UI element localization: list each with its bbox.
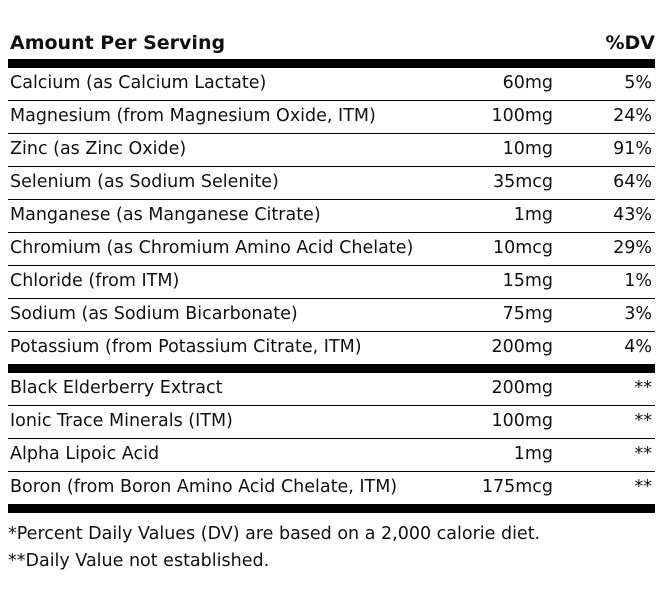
ingredient-amount: 10mcg: [492, 238, 553, 258]
ingredient-name: Ionic Trace Minerals (ITM): [10, 411, 233, 431]
ingredient-amount: 60mg: [502, 73, 553, 93]
ingredient-dv: 91%: [613, 139, 652, 159]
ingredient-name: Chromium (as Chromium Amino Acid Chelate): [10, 238, 414, 258]
thick-divider-middle: [8, 364, 655, 373]
footnotes: [8, 521, 655, 575]
ingredient-name: Chloride (from ITM): [10, 271, 180, 291]
ingredient-dv: 24%: [613, 106, 652, 126]
table-row: [8, 439, 655, 472]
table-row: [8, 299, 655, 332]
ingredient-dv: 43%: [613, 205, 652, 225]
ingredient-amount: 75mg: [502, 304, 553, 324]
ingredient-name: Sodium (as Sodium Bicarbonate): [10, 304, 298, 324]
ingredient-dv: 4%: [624, 337, 652, 357]
ingredient-name: Calcium (as Calcium Lactate): [10, 73, 267, 93]
ingredient-amount: 10mg: [502, 139, 553, 159]
ingredient-dv: **: [634, 378, 652, 398]
ingredient-dv: 29%: [613, 238, 652, 258]
dv-footnote: *Percent Daily Values (DV) are based on a 2,000 calorie diet.: [8, 524, 541, 544]
ingredient-amount: 100mg: [491, 411, 553, 431]
ingredient-amount: 35mcg: [492, 172, 553, 192]
ingredient-dv: 1%: [624, 271, 652, 291]
ingredient-name: Manganese (as Manganese Citrate): [10, 205, 321, 225]
table-row: [8, 406, 655, 439]
table-row: [8, 472, 655, 504]
ingredient-dv: **: [634, 444, 652, 464]
table-row: [8, 101, 655, 134]
not-established-footnote: **Daily Value not established.: [8, 551, 270, 571]
ingredient-amount: 1mg: [513, 205, 553, 225]
ingredient-dv: 3%: [624, 304, 652, 324]
ingredient-name: Boron (from Boron Amino Acid Chelate, ITM): [10, 477, 398, 497]
thick-divider-top: [8, 59, 655, 68]
table-header: [8, 28, 655, 59]
ingredient-name: Zinc (as Zinc Oxide): [10, 139, 187, 159]
other-ingredients-section: [8, 373, 655, 504]
ingredient-dv: 64%: [613, 172, 652, 192]
ingredient-name: Magnesium (from Magnesium Oxide, ITM): [10, 106, 376, 126]
table-row: [8, 266, 655, 299]
ingredient-amount: 100mg: [491, 106, 553, 126]
ingredient-amount: 1mg: [513, 444, 553, 464]
dv-heading: %DV: [605, 32, 655, 54]
thick-divider-bottom: [8, 504, 655, 513]
supplement-facts-panel: [8, 28, 655, 575]
table-row: [8, 233, 655, 266]
table-row: [8, 134, 655, 167]
ingredient-dv: **: [634, 411, 652, 431]
ingredient-dv: 5%: [624, 73, 652, 93]
ingredient-dv: **: [634, 477, 652, 497]
ingredient-amount: 200mg: [491, 378, 553, 398]
amount-per-serving-heading: Amount Per Serving: [10, 32, 226, 54]
ingredient-amount: 175mcg: [481, 477, 553, 497]
nutrients-section: [8, 68, 655, 364]
ingredient-name: Alpha Lipoic Acid: [10, 444, 160, 464]
table-row: [8, 332, 655, 364]
ingredient-name: Potassium (from Potassium Citrate, ITM): [10, 337, 362, 357]
ingredient-name: Selenium (as Sodium Selenite): [10, 172, 279, 192]
table-row: [8, 373, 655, 406]
ingredient-amount: 200mg: [491, 337, 553, 357]
ingredient-name: Black Elderberry Extract: [10, 378, 223, 398]
ingredient-amount: 15mg: [502, 271, 553, 291]
table-row: [8, 200, 655, 233]
table-row: [8, 68, 655, 101]
table-row: [8, 167, 655, 200]
